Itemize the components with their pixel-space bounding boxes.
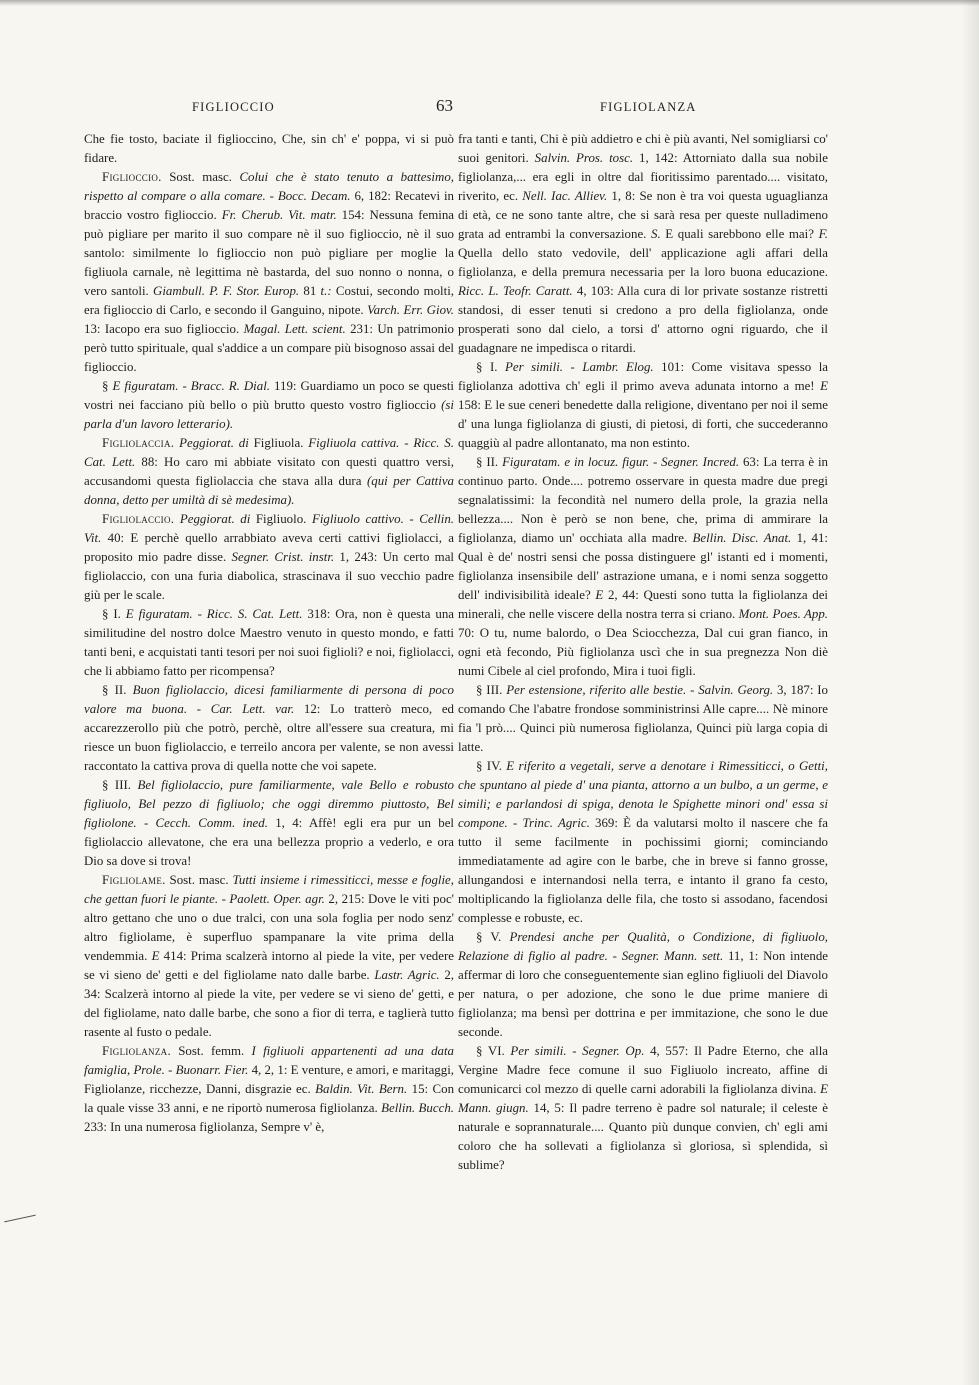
dictionary-paragraph [84, 510, 454, 605]
italic-text: Bellin. Bucch. [381, 1101, 454, 1115]
italic-text: Colui che è stato tenuto a battesimo, rispetto al compare o alla comare. - Bocc. Decam. [84, 170, 454, 203]
italic-text: Figliuola cattiva. - Ricc. S. Cat. Lett. [84, 436, 454, 469]
body-text: 4, 2, 1: E venture, e amori, e maritaggi, Figliolanze, ricchezze, Danni, disgrazie ec. [84, 1063, 454, 1096]
body-text: 12: Lo tratterò meco, ed accarezzerollo più che potrò, perchè, oltre all'essere sua creatura, mi riesce un buon figliolaccio, e terreilo ancora per valente, se non avessi raccontato la cattiva prova di quella notte che voi sapete. [84, 702, 454, 773]
italic-text: Segner. Crist. instr. [231, 550, 335, 564]
body-text: Figliuolo. [250, 512, 312, 526]
dictionary-paragraph [458, 928, 828, 1042]
body-text: § V. [476, 930, 510, 944]
italic-text: Prendesi anche per Qualità, o Condizione, di figliuolo, Relazione di figlio al padre. - Segner. Mann. sett. [458, 930, 828, 963]
italic-text: Lastr. Agric. [374, 968, 440, 982]
body-text: Figliuola. [248, 436, 309, 450]
italic-text: Tutti insieme i rimessiticci, messe e foglie, che gettan fuori le piante. - Paolett. Oper. agr. [84, 873, 454, 906]
body-text: 4, 557: Il Padre Eterno, che alla Vergine Madre fece comune il suo Figliuolo increato, affine di comunicarci col mezzo di quelle carni adorabili la figliolanza divina. [458, 1044, 828, 1096]
body-text: 233: In una numerosa figliolanza, Sempre v' è, [84, 1120, 325, 1134]
header-first-entry: FIGLIOCCIO [192, 100, 275, 114]
page-number: 63 [436, 96, 453, 115]
italic-text: Peggiorat. [179, 436, 234, 450]
italic-text: Salvin. Pros. tosc. [534, 151, 634, 165]
header-last-entry: FIGLIOLANZA [600, 100, 697, 114]
entry-headword: Figliolaccia. [102, 436, 175, 450]
italic-text: Peggiorat. di [179, 512, 251, 526]
body-text: 101: Come visitava spesso la figliolanza adottiva ch' egli il primo aveva adunata intorno a me! [458, 360, 829, 393]
body-text: § II. [102, 683, 133, 697]
body-text: 369: È da valutarsi molto il nascere che fa tutto il seme facilmente in pochissimi giorni; cominciando immediatamente ad agire con le barbe, che in breve si fanno grosse, allungandosi e internandosi nella terra, e intanto il grano fa cesto, moltiplicando la figliolanza delle fila, che tosto si assodano, facendosi complesse e robuste, ec. [458, 816, 828, 925]
italic-text: Buon figliolaccio, dicesi familiarmente di persona di poco valore ma buona. - Car. Lett. var. [84, 683, 454, 716]
entry-headword: Figliolanza. [102, 1044, 171, 1058]
italic-text: E figuratam. - Bracc. R. Dial. [112, 379, 271, 393]
running-header [0, 96, 979, 120]
body-text: § VI. [476, 1044, 511, 1058]
italic-text: Giambull. P. F. Stor. Europ. [153, 284, 300, 298]
body-text: 119: Guardiamo un poco se questi vostri nei facciano più bello o più brutto questo vostro figlioccio [84, 379, 454, 412]
italic-text: Baldin. Vit. Bern. [315, 1082, 408, 1096]
italic-text: Magal. Lett. scient. [243, 322, 346, 336]
italic-text: E riferito a vegetali, serve a denotare i Rimessiticci, o Getti, che spuntano al piede d' una pianta, attorno a un bulbo, a un germe, e simili; e parlandosi di spiga, denota le Spighette minori ond' essa si compone. - Trinc. Agric. [458, 759, 828, 830]
italic-text: F. [818, 227, 828, 241]
body-text: 11, 1: Non intende affermar di loro che conseguentemente sian eglino figliuoli del Diavolo per natura, o per adozione, che sono le due prime maniere di figliolanza; ma bensì per dottrina e per immitazione, che sono le due seconde. [458, 949, 828, 1039]
body-text: § I. [102, 607, 126, 621]
dictionary-paragraph [458, 453, 828, 681]
italic-text: Figuratam. e in locuz. figur. - Segner. Incred. [502, 455, 740, 469]
body-text: § IV. [476, 759, 507, 773]
italic-text: I figliuoli appartenenti ad una data famiglia, Prole. - Buonarr. Fier. [84, 1044, 454, 1077]
italic-text: Mont. Poes. App. [738, 607, 828, 621]
body-text: 63: La terra è in continuo parto. Onde.... potremo osservare in questa madre due pregi segnalatissimi: la fecondità nel numero della prole, la grazia nella bellezza.... Non è però se non bene, che, prima di ammirare la figliolanza, diamo un' occhiata alla madre. [458, 455, 828, 545]
italic-text: Bel figliolaccio, pure familiarmente, vale Bello e robusto figliuolo, Bel pezzo di figliuolo; che oggi diremmo piuttosto, Bel figliolone. - Cecch. Comm. ined. [84, 778, 454, 830]
dictionary-paragraph [458, 358, 828, 453]
body-text: § [102, 379, 113, 393]
italic-text: Fr. Cherub. Vit. matr. [221, 208, 337, 222]
body-text: Che fie tosto, baciate il figlioccino, Che, sin ch' e' poppa, vi si può fidare. [84, 132, 454, 165]
body-text: 40: E perchè quello arrabbiato aveva certi cattivi figliolacci, a proposito mio padre disse. [84, 531, 454, 564]
dictionary-paragraph [84, 1042, 454, 1137]
entry-headword: Figliolaccio. [102, 512, 175, 526]
italic-text: di [238, 436, 249, 450]
dictionary-paragraph [84, 168, 454, 377]
body-text: 231: Un patrimonio però tutto spirituale, qual s'addice a un compare più bisognoso assai del figlioccio. [84, 322, 455, 374]
body-text: 88: Ho caro mi abbiate visitato con questi quattro versi, accusandomi questa figliolaccia che stava alla dura [84, 455, 454, 488]
right-scan-edge [961, 0, 979, 1385]
margin-pencil-mark [4, 1215, 36, 1223]
italic-text: E [820, 379, 828, 393]
body-text: 81 [299, 284, 321, 298]
body-text: 2, 215: Dove le viti poc' altro gettano che uno o due tralci, con una sola foglia per nodo senz' altro figliolame, è superfluo spampanare la vite prima della vendemmia. [84, 892, 454, 963]
body-text: 1, 243: Un certo mal figliolaccio, con una furia diabolica, strascinava il suo vecchio padre giù per le scale. [84, 550, 454, 602]
body-text: 14, 5: Il padre terreno è padre sol naturale; il celeste è naturale e soprannaturale.... Quanto più dunque convien, ch' egli ami coloro che ha sollevati a figliolanza sì gloriosa, sì splendida, sì sublime? [458, 1101, 829, 1172]
italic-text: Bellin. Disc. Anat. [692, 531, 792, 545]
body-text: 3, 187: Io comando Che l'abatre frondose somministrinsi Alle capre.... Nè minore fia 'l prò.... Quinci più numerosa figliolanza, Quinci più larga copia di latte. [458, 683, 828, 754]
body-text: 158: E le sue ceneri benedette dalla religione, diventano per noi il seme d' una lunga figliolanza di giusti, di pietosi, di forti, che succederanno quaggiù al padre allontanato, ma non estinto. [458, 398, 828, 450]
body-text: 15: Con la quale visse 33 anni, e ne riportò numerosa figliolanza. [84, 1082, 455, 1115]
italic-text: Ricc. L. Teofr. Caratt. [458, 284, 573, 298]
body-text: Quella dello stato vedovile, dell' applicazione agli affari della figliolanza, e della premura necessaria per la loro buona educazione. [458, 246, 828, 279]
dictionary-paragraph [458, 681, 828, 757]
body-text: Costui, secondo molti, era figlioccio di Carlo, e secondo il Ganguino, nipote. [84, 284, 455, 317]
dictionary-paragraph [458, 130, 828, 358]
body-text: Sost. femm. [170, 1044, 252, 1058]
body-text: § III. [102, 778, 138, 792]
dictionary-paragraph [84, 434, 454, 510]
body-text: 1, 4: Affè! egli era pur un bel figliolaccio allevatone, che era una bellezza proprio a vederlo, e ora Dio sa dove si trova! [84, 816, 454, 868]
body-text: 2, 44: Questi sono tutta la figliolanza dei minerali, che nelle viscere della nostra terra si criano. [458, 588, 828, 621]
body-text: fra tanti e tanti, Chi è più addietro e chi è più avanti, Nel somigliarsi co' suoi genitori. [458, 132, 828, 165]
body-text: 70: O tu, nume balordo, o Dea Sciocchezza, Dal cui gran fianco, in ogni età fecondo, Più figliolanza uscì che in sua pregnezza Non diè numi Cibele al ciel profondo, Mira i tuoi figli. [458, 626, 828, 678]
left-column [84, 130, 454, 1137]
body-text: 414: Prima scalzerà intorno al piede la vite, per vedere se vi sieno de' getti e del figliolame nato dalle barbe. [84, 949, 454, 982]
body-text: Sost. masc. [165, 873, 233, 887]
body-text: 13: Iacopo era suo figlioccio. [84, 322, 244, 336]
dictionary-paragraph [84, 130, 454, 168]
italic-text: S. [651, 227, 661, 241]
italic-text: E [151, 949, 160, 963]
dictionary-paragraph [458, 1042, 828, 1175]
body-text: 6, 182: Recatevi in braccio vostro figlioccio. [84, 189, 454, 222]
body-text: 318: Ora, non è questa una similitudine del nostro dolce Maestro venuto in questo mondo, e fatti tanti beni, e acquistati tanti tesori per noi suoi figlioli? e noi, figliolacci, che li abbiamo fatto per ricompensa? [84, 607, 455, 678]
italic-text: Per simili. - Segner. Op. [510, 1044, 645, 1058]
body-text: 4, 103: Alla cura di lor private sostanze ristretti standosi, di esser tenuti si credono a pro della figliolanza, onde prosperati sono dal cielo, a torsi d' attorno ogni riguardo, che il guadagnare ne impedisca o ritardi. [458, 284, 828, 355]
italic-text: t.: [320, 284, 332, 298]
dictionary-paragraph [84, 377, 454, 434]
dictionary-paragraph [84, 871, 454, 1042]
body-text: 1, 142: Attorniato dalla sua nobile figliolanza,... era egli in oltre dal fioritissimo parentado.... visitato, riverito, ec. [458, 151, 828, 203]
body-text: § III. [476, 683, 507, 697]
body-text: § I. [476, 360, 506, 374]
dictionary-paragraph [84, 776, 454, 871]
italic-text: E figuratam. - Ricc. S. Cat. Lett. [125, 607, 303, 621]
italic-text: Figliuolo cattivo. - Cellin. Vit. [84, 512, 454, 545]
entry-headword: Figlioccio. [102, 170, 162, 184]
italic-text: (si parla d'un lavoro letterario). [84, 398, 454, 431]
dictionary-paragraph [84, 605, 454, 681]
body-text: § II. [476, 455, 503, 469]
right-column [458, 130, 828, 1175]
body-text: 1, 8: Se non è tra voi questa uguaglianza di età, ce ne sono tante altre, che si sarà resa per queste nulladimeno grata ad entrambi la conversazione. [458, 189, 828, 241]
italic-text: Per estensione, riferito alle bestie. - Salvin. Georg. [506, 683, 774, 697]
dictionary-paragraph [84, 681, 454, 776]
italic-text: Per simili. - Lambr. Elog. [505, 360, 654, 374]
dictionary-paragraph [458, 757, 828, 928]
body-text: E quali sarebbono elle mai? [660, 227, 819, 241]
entry-headword: Figliolame. [102, 873, 166, 887]
italic-text: E [595, 588, 604, 602]
body-text: Sost. masc. [161, 170, 240, 184]
italic-text: (qui per Cattiva donna, detto per umiltà di sè medesima). [84, 474, 454, 507]
italic-text: Varch. Err. Giov. [367, 303, 454, 317]
body-text: 1, 41: Qual è de' nostri sensi che possa distinguere gl' istanti ed i momenti, figliolanza insensibile dell' astrazione umana, e i nomi senza soggetto dell' indivisibilità ideale? [458, 531, 829, 602]
body-text: 154: Nessuna femina può pigliare per marito il suo compare nè il suo figlioccio, nè il suo santolo: similmente lo figlioccio non può pigliare per moglie la figliuola carnale, nè legittima nè bastarda, del suo nonno o nonna, o vero santoli. [84, 208, 454, 298]
body-text: 2, 34: Scalzerà intorno al piede la vite, per vedere se vi sieno de' getti, e del figliolame, nato dalle barbe, che sono a fior di terra, e taglierà tutto rasente al fusto o pedale. [84, 968, 454, 1039]
italic-text: Nell. Iac. Alliev. [522, 189, 608, 203]
top-scan-edge [0, 0, 979, 6]
italic-text: E Mann. giugn. [458, 1082, 828, 1115]
